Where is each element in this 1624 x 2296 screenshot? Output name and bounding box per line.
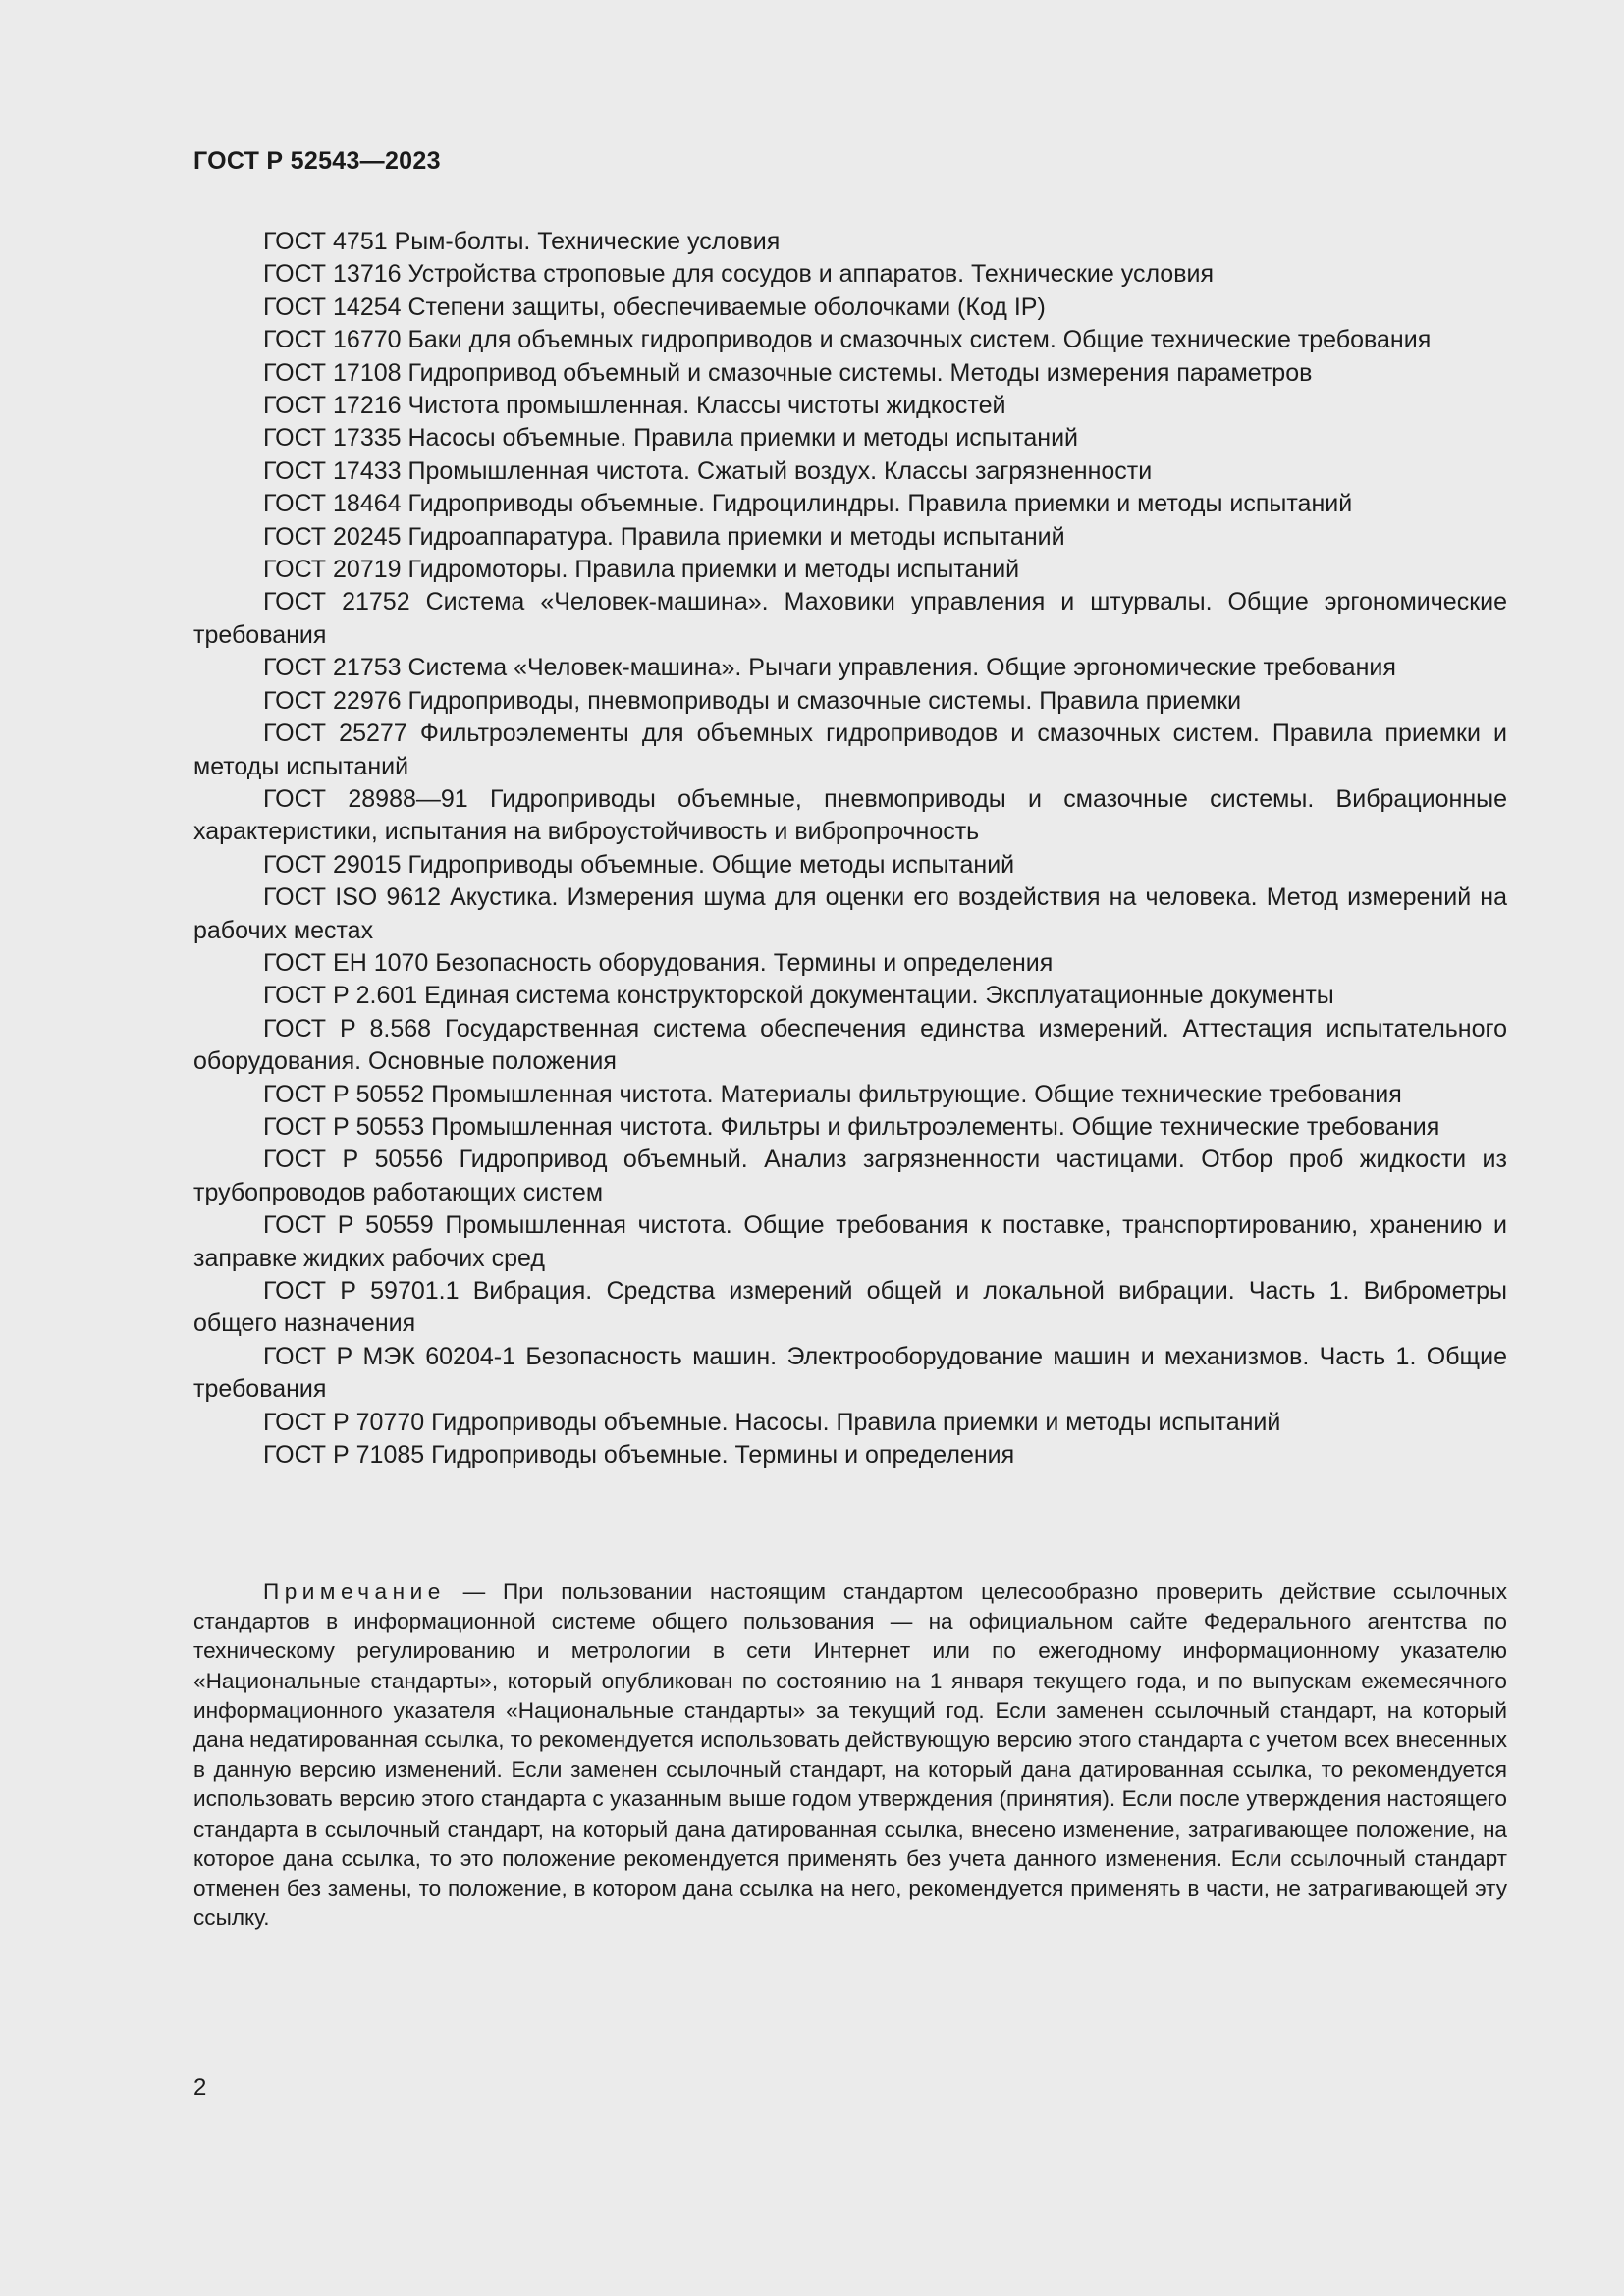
reference-item: ГОСТ Р МЭК 60204-1 Безопасность машин. Электрооборудование машин и механизмов. Часть 1. Общие требования (193, 1342, 1507, 1404)
reference-item: ГОСТ 18464 Гидроприводы объемные. Гидроцилиндры. Правила приемки и методы испытаний (263, 490, 1353, 518)
reference-item: ГОСТ Р 50553 Промышленная чистота. Фильтры и фильтроэлементы. Общие технические требования (263, 1112, 1440, 1141)
reference-item: ГОСТ 20719 Гидромоторы. Правила приемки и методы испытаний (263, 556, 1020, 584)
reference-item: ГОСТ Р 50559 Промышленная чистота. Общие требования к поставке, транспортированию, хранению и заправке жидких рабочих сред (193, 1211, 1507, 1272)
reference-item: ГОСТ Р 2.601 Единая система конструкторской документации. Эксплуатационные документы (263, 982, 1334, 1010)
reference-item: ГОСТ 29015 Гидроприводы объемные. Общие методы испытаний (263, 850, 1015, 879)
reference-item: ГОСТ 17216 Чистота промышленная. Классы чистоты жидкостей (263, 392, 1006, 420)
reference-item: ГОСТ Р 70770 Гидроприводы объемные. Насосы. Правила приемки и методы испытаний (263, 1408, 1281, 1436)
reference-item: ГОСТ 21752 Система «Человек-машина». Маховики управления и штурвалы. Общие эргономические требования (193, 588, 1507, 649)
reference-item: ГОСТ 16770 Баки для объемных гидроприводов и смазочных систем. Общие технические требования (263, 326, 1432, 354)
note-paragraph (193, 1577, 1507, 1933)
reference-item: ГОСТ 17335 Насосы объемные. Правила приемки и методы испытаний (263, 424, 1079, 453)
reference-item: ГОСТ 21753 Система «Человек-машина». Рычаги управления. Общие эргономические требования (263, 654, 1396, 682)
normative-references-list (193, 226, 1507, 1471)
reference-item: ГОСТ Р 50552 Промышленная чистота. Материалы фильтрующие. Общие технические требования (263, 1080, 1402, 1108)
reference-item: ГОСТ 14254 Степени защиты, обеспечиваемые оболочками (Код IP) (263, 293, 1046, 321)
reference-item: ГОСТ ISO 9612 Акустика. Измерения шума для оценки его воздействия на человека. Метод измерений на рабочих местах (193, 883, 1507, 944)
reference-item: ГОСТ 13716 Устройства строповые для сосудов и аппаратов. Технические условия (263, 260, 1214, 289)
reference-item: ГОСТ Р 59701.1 Вибрация. Средства измерений общей и локальной вибрации. Часть 1. Виброметры общего назначения (193, 1277, 1507, 1338)
reference-item: ГОСТ Р 71085 Гидроприводы объемные. Термины и определения (263, 1441, 1015, 1469)
reference-item: ГОСТ 4751 Рым-болты. Технические условия (263, 228, 781, 255)
note-text: — При пользовании настоящим стандартом целесообразно проверить действие ссылочных стандартов в информационной системе общего пользования — на официальном сайте Федерального агентства по техническому регулированию и метрологии в сети Интернет или по ежегодному информационному указателю «Национальные стандарты», который опубликован по состоянию на 1 января текущего года, и по выпускам ежемесячного информационного указателя «Национальные стандарты» за текущий год. Если заменен ссылочный стандарт, на который дана недатированная ссылка, то рекомендуется использовать действующую версию этого стандарта с учетом всех внесенных в данную версию изменений. Если заменен ссылочный стандарт, на который дана датированная ссылка, то рекомендуется использовать версию этого стандарта с указанным выше годом утверждения (принятия). Если после утверждения настоящего стандарта в ссылочный стандарт, на который дана датированная ссылка, внесено изменение, затрагивающее положение, на которое дана ссылка, то это положение рекомендуется применять без учета данного изменения. Если ссылочный стандарт отменен без замены, то положение, в котором дана ссылка на него, рекомендуется применять в части, не затрагивающей эту ссылку. (193, 1579, 1507, 1931)
standard-code-header: ГОСТ Р 52543—2023 (193, 147, 441, 175)
reference-item: ГОСТ ЕН 1070 Безопасность оборудования. Термины и определения (263, 948, 1054, 977)
reference-item: ГОСТ 20245 Гидроаппаратура. Правила приемки и методы испытаний (263, 522, 1065, 551)
reference-item: ГОСТ 28988—91 Гидроприводы объемные, пневмоприводы и смазочные системы. Вибрационные характеристики, испытания на виброустойчивость и вибропрочность (193, 784, 1507, 846)
reference-item: ГОСТ 17108 Гидропривод объемный и смазочные системы. Методы измерения параметров (263, 358, 1313, 387)
reference-item: ГОСТ 17433 Промышленная чистота. Сжатый воздух. Классы загрязненности (263, 456, 1153, 485)
reference-item: ГОСТ 22976 Гидроприводы, пневмоприводы и смазочные системы. Правила приемки (263, 686, 1242, 715)
reference-item: ГОСТ Р 8.568 Государственная система обеспечения единства измерений. Аттестация испытательного оборудования. Основные положения (193, 1014, 1507, 1076)
reference-item: ГОСТ 25277 Фильтроэлементы для объемных гидроприводов и смазочных систем. Правила приемки и методы испытаний (193, 720, 1507, 780)
page-number: 2 (193, 2074, 207, 2101)
note-label: Примечание (263, 1579, 446, 1604)
reference-item: ГОСТ Р 50556 Гидропривод объемный. Анализ загрязненности частицами. Отбор проб жидкости из трубопроводов работающих систем (193, 1146, 1507, 1206)
